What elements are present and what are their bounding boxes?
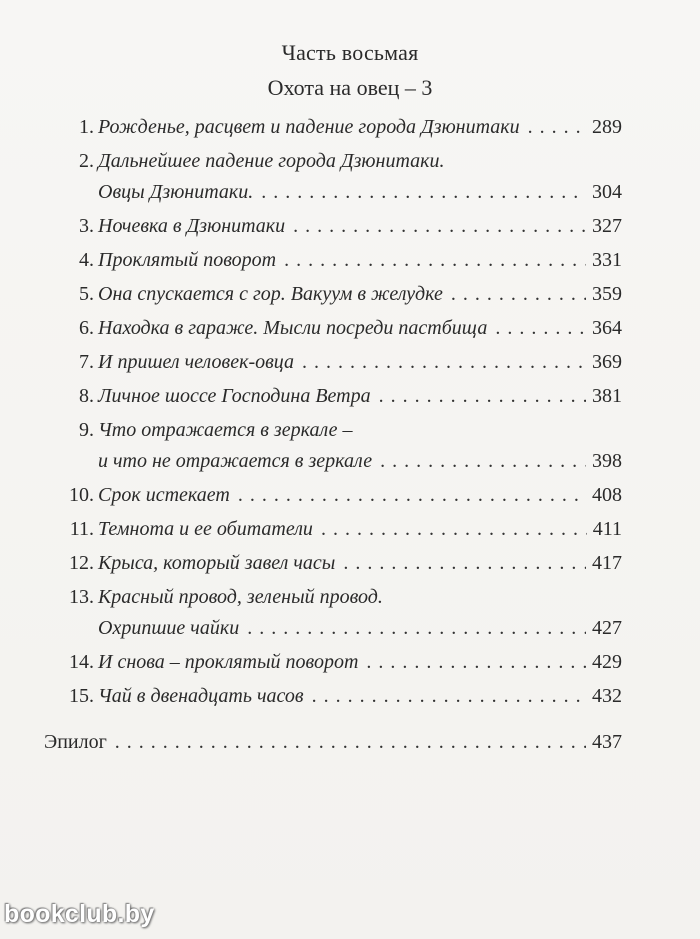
toc-entry	[62, 415, 622, 477]
toc-entry	[62, 647, 622, 678]
toc-entry	[62, 347, 622, 378]
toc-entry-page-number: 417	[592, 552, 622, 574]
toc-entry-title: Рожденье, расцвет и падение города Дзюнитаки	[98, 116, 520, 138]
toc-entry-title: Проклятый поворот	[98, 249, 277, 271]
dot-leader	[302, 347, 586, 378]
toc-entry-number: 4.	[79, 249, 94, 271]
epilog-page-number: 437	[592, 731, 622, 753]
toc-entry-title: и что не отражается в зеркале	[98, 450, 373, 472]
toc-entry-title: Личное шоссе Господина Ветра	[98, 385, 371, 407]
toc-entry	[62, 514, 622, 545]
toc-entry	[62, 146, 622, 208]
toc-entry-number: 10.	[69, 484, 94, 506]
toc-entry-page-number: 411	[592, 518, 622, 540]
dot-leader	[238, 480, 586, 511]
toc-entry-page-number: 327	[592, 215, 622, 237]
toc-entry-number: 5.	[79, 283, 94, 305]
toc-entry	[62, 211, 622, 242]
toc-entry-page-number: 364	[592, 317, 622, 339]
toc-entry-title: Темнота и ее обитатели	[98, 518, 313, 540]
dot-leader	[366, 647, 586, 678]
toc-entry-title: И снова – проклятый поворот	[98, 651, 359, 673]
dot-leader	[312, 681, 586, 712]
toc-entry	[62, 313, 622, 344]
toc-entry-page-number: 331	[592, 249, 622, 271]
watermark-logo: bookclub.by	[4, 900, 155, 928]
toc-entry-title: Находка в гараже. Мысли посреди пастбища	[98, 317, 488, 339]
toc-entry	[62, 681, 622, 712]
toc-entry-number: 2.	[79, 150, 94, 172]
toc-entry	[62, 279, 622, 310]
toc-entry-page-number: 304	[592, 181, 622, 203]
toc-entry-number: 8.	[79, 385, 94, 407]
toc-entry-page-number: 289	[592, 116, 622, 138]
toc-entry-number: 1.	[79, 116, 94, 138]
dot-leader	[247, 613, 586, 644]
toc-entry-number: 3.	[79, 215, 94, 237]
part-subtitle: Охота на овец – 3	[267, 75, 433, 100]
toc-entry-number: 7.	[79, 351, 94, 373]
toc-entry-title: Срок истекает	[98, 484, 230, 506]
toc-entry-title: Чай в двенадцать часов	[98, 685, 304, 707]
dot-leader	[495, 313, 586, 344]
toc-entry-number: 11.	[69, 518, 94, 540]
toc-entry-page-number: 432	[592, 685, 622, 707]
dot-leader	[321, 514, 587, 545]
dot-leader	[293, 211, 586, 242]
toc-entry-number: 13.	[69, 586, 94, 608]
toc-entry-number: 6.	[79, 317, 94, 339]
dot-leader	[528, 112, 586, 143]
toc-entry	[62, 112, 622, 143]
toc-entry	[62, 245, 622, 276]
toc-entry-title: Красный провод, зеленый провод.	[98, 586, 383, 608]
toc-entry	[62, 582, 622, 644]
toc-entry-page-number: 398	[592, 450, 622, 472]
toc-entry-page-number: 369	[592, 351, 622, 373]
toc-entry-page-number: 359	[592, 283, 622, 305]
table-of-contents	[0, 112, 700, 715]
dot-leader	[284, 245, 586, 276]
toc-entry-number: 14.	[69, 651, 94, 673]
toc-entry-title: Охрипшие чайки	[98, 617, 240, 639]
toc-entry-title: Овцы Дзюнитаки.	[98, 181, 254, 203]
dot-leader	[261, 177, 586, 208]
toc-entry-title: Ночевка в Дзюнитаки	[98, 215, 286, 237]
toc-entry-number: 15.	[69, 685, 94, 707]
toc-entry-page-number: 429	[592, 651, 622, 673]
epilog-label: Эпилог	[44, 731, 107, 753]
toc-entry-title: Крыса, который завел часы	[98, 552, 336, 574]
dot-leader	[115, 727, 586, 758]
dot-leader	[380, 446, 586, 477]
toc-entry-epilog	[44, 727, 622, 758]
toc-entry-title: Она спускается с гор. Вакуум в желудке	[98, 283, 443, 305]
toc-entry	[62, 381, 622, 412]
dot-leader	[343, 548, 586, 579]
toc-entry-number: 9.	[79, 419, 94, 441]
toc-entry-page-number: 427	[592, 617, 622, 639]
toc-entry-page-number: 381	[592, 385, 622, 407]
toc-entry-title: Что отражается в зеркале –	[98, 419, 353, 441]
toc-entry-title: И пришел человек-овца	[98, 351, 295, 373]
part-title: Часть восьмая	[281, 40, 419, 65]
toc-entry	[62, 480, 622, 511]
dot-leader	[379, 381, 586, 412]
toc-entry	[62, 548, 622, 579]
toc-entry-number: 12.	[69, 552, 94, 574]
toc-entry-title: Дальнейшее падение города Дзюнитаки.	[98, 150, 445, 172]
toc-entry-page-number: 408	[592, 484, 622, 506]
dot-leader	[451, 279, 586, 310]
